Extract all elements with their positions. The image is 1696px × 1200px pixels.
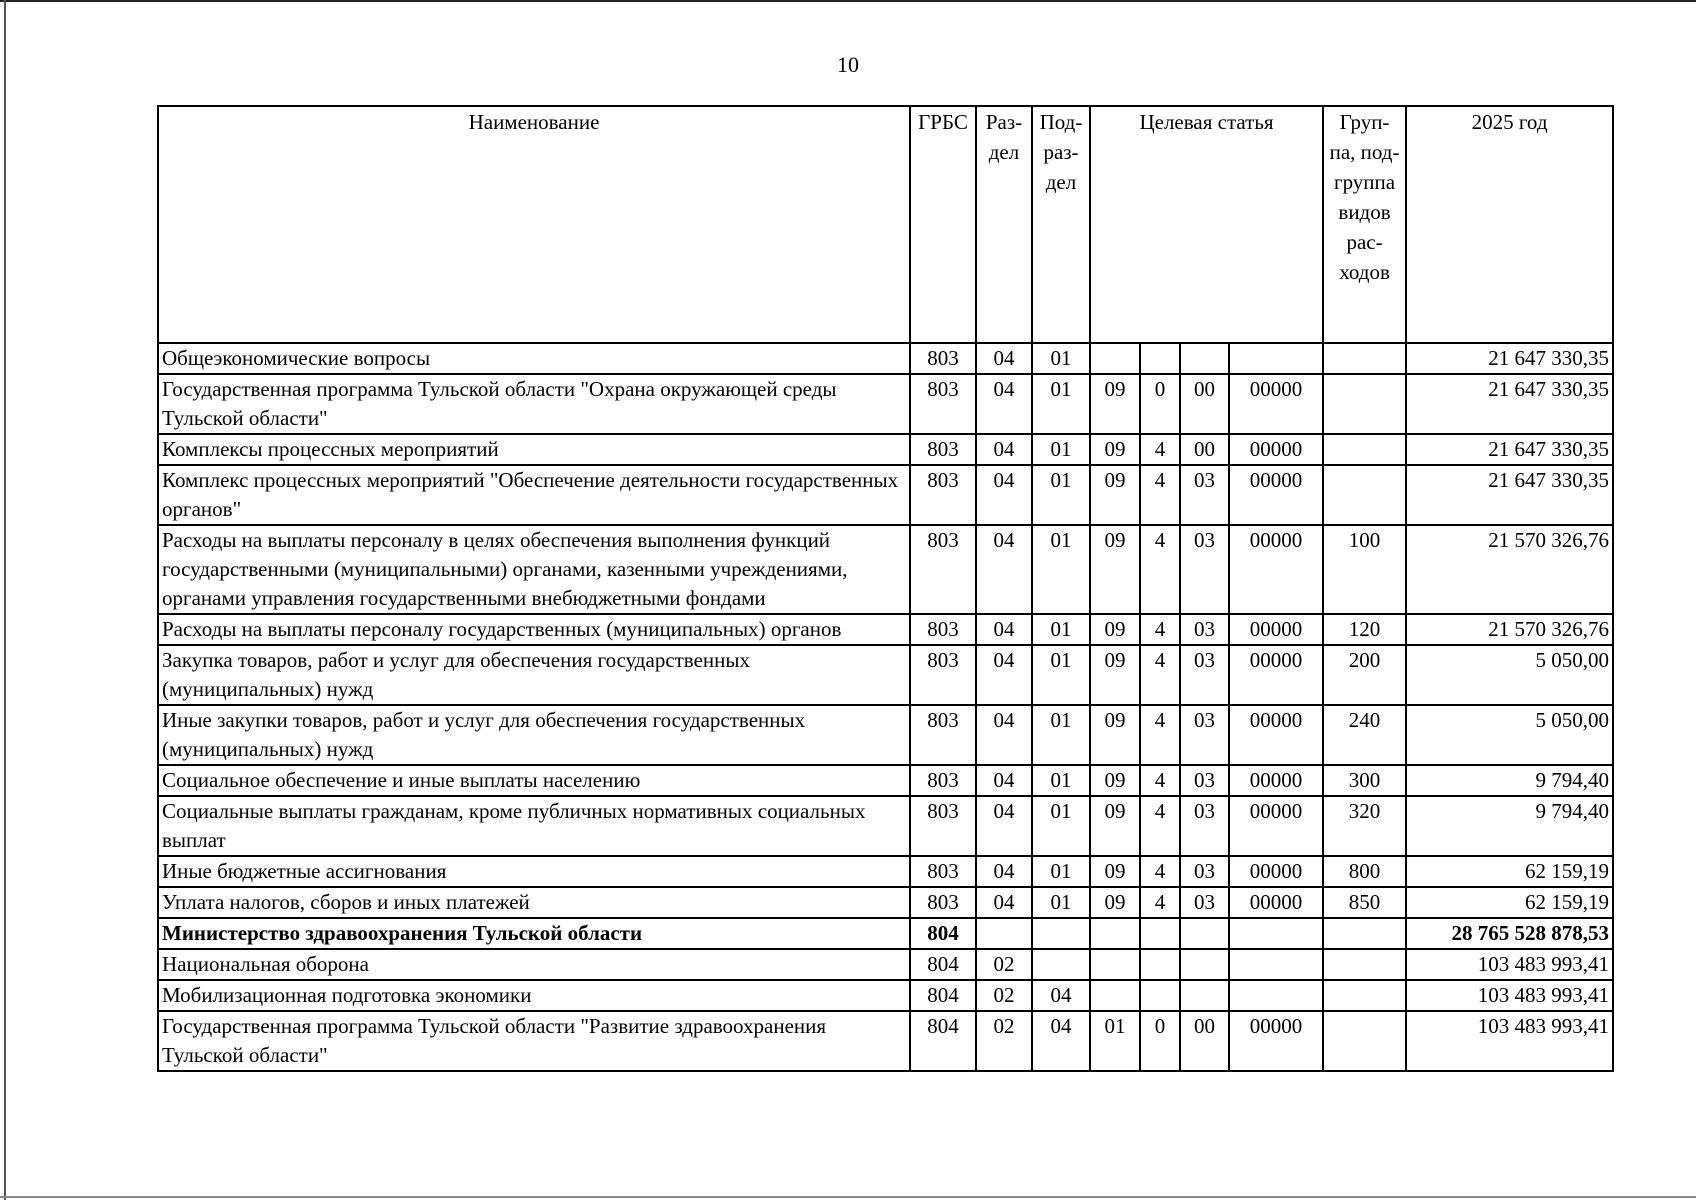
table-row [158,980,1613,1011]
cell-target-program: 09 [1090,856,1140,887]
cell-target-subprogram: 03 [1180,765,1229,796]
cell-target-program: 09 [1090,614,1140,645]
cell-name: Государственная программа Тульской области "Развитие здравоохранения Тульской области" [158,1011,910,1071]
cell-target-direction: 00000 [1229,645,1323,705]
cell-expense-group: 800 [1323,856,1406,887]
cell-expense-group: 300 [1323,765,1406,796]
cell-target-subprogram: 03 [1180,856,1229,887]
header-razdel-text: Раз- дел [985,110,1023,164]
table-body [158,343,1613,1071]
cell-razdel: 04 [976,887,1032,918]
cell-name: Закупка товаров, работ и услуг для обеспечения государственных (муниципальных) нужд [158,645,910,705]
cell-razdel: 04 [976,614,1032,645]
cell-grbs: 803 [910,765,976,796]
cell-amount-2025: 9 794,40 [1406,765,1613,796]
cell-target-direction [1229,949,1323,980]
cell-target-subprogram: 03 [1180,705,1229,765]
cell-razdel: 04 [976,765,1032,796]
cell-expense-group: 320 [1323,796,1406,856]
cell-grbs: 804 [910,1011,976,1071]
cell-amount-2025: 62 159,19 [1406,887,1613,918]
table-row [158,343,1613,374]
cell-target-direction: 00000 [1229,525,1323,614]
cell-razdel: 04 [976,645,1032,705]
cell-amount-2025: 5 050,00 [1406,705,1613,765]
cell-grbs: 804 [910,918,976,949]
cell-grbs: 803 [910,614,976,645]
cell-target-subprogram: 00 [1180,1011,1229,1071]
cell-target-subprogram [1180,949,1229,980]
cell-target-type: 4 [1140,465,1180,525]
cell-target-direction [1229,918,1323,949]
cell-target-direction: 00000 [1229,796,1323,856]
cell-target-type [1140,980,1180,1011]
cell-podrazdel: 01 [1032,796,1090,856]
cell-target-direction: 00000 [1229,434,1323,465]
cell-target-subprogram [1180,980,1229,1011]
cell-target-program: 09 [1090,765,1140,796]
cell-grbs: 803 [910,705,976,765]
cell-amount-2025: 21 647 330,35 [1406,374,1613,434]
table-row [158,614,1613,645]
table-row [158,796,1613,856]
cell-razdel [976,918,1032,949]
cell-name: Министерство здравоохранения Тульской области [158,918,910,949]
cell-target-subprogram: 03 [1180,796,1229,856]
cell-target-type: 0 [1140,1011,1180,1071]
cell-target-direction: 00000 [1229,765,1323,796]
cell-expense-group: 850 [1323,887,1406,918]
cell-target-type: 4 [1140,796,1180,856]
cell-target-program: 09 [1090,434,1140,465]
header-expense-group [1323,106,1406,343]
cell-podrazdel: 01 [1032,856,1090,887]
cell-target-program: 01 [1090,1011,1140,1071]
header-target-article: Целевая статья [1090,106,1323,343]
cell-target-direction: 00000 [1229,887,1323,918]
cell-razdel: 04 [976,465,1032,525]
cell-name: Расходы на выплаты персоналу в целях обеспечения выполнения функций государственными (муниципальными) органами, казенными учреждениями, органами управления государственными внебюджетными фондами [158,525,910,614]
table-row [158,1011,1613,1071]
cell-expense-group: 100 [1323,525,1406,614]
cell-grbs: 803 [910,343,976,374]
cell-grbs: 803 [910,465,976,525]
cell-grbs: 803 [910,525,976,614]
cell-target-direction [1229,343,1323,374]
cell-podrazdel: 01 [1032,465,1090,525]
cell-razdel: 04 [976,374,1032,434]
cell-expense-group [1323,949,1406,980]
table-row [158,856,1613,887]
cell-grbs: 803 [910,796,976,856]
cell-name: Комплекс процессных мероприятий "Обеспечение деятельности государственных органов" [158,465,910,525]
cell-target-direction: 00000 [1229,856,1323,887]
cell-target-subprogram [1180,918,1229,949]
cell-target-direction [1229,980,1323,1011]
cell-target-type: 4 [1140,614,1180,645]
cell-expense-group [1323,918,1406,949]
cell-target-type: 4 [1140,645,1180,705]
cell-podrazdel: 01 [1032,434,1090,465]
cell-name: Национальная оборона [158,949,910,980]
cell-target-subprogram: 03 [1180,645,1229,705]
cell-expense-group [1323,434,1406,465]
cell-amount-2025: 21 647 330,35 [1406,343,1613,374]
cell-podrazdel: 04 [1032,1011,1090,1071]
table-row [158,434,1613,465]
cell-amount-2025: 103 483 993,41 [1406,980,1613,1011]
cell-name: Социальное обеспечение и иные выплаты населению [158,765,910,796]
table-row [158,525,1613,614]
header-year-2025: 2025 год [1406,106,1613,343]
cell-amount-2025: 5 050,00 [1406,645,1613,705]
cell-amount-2025: 21 647 330,35 [1406,434,1613,465]
cell-podrazdel [1032,918,1090,949]
cell-amount-2025: 103 483 993,41 [1406,1011,1613,1071]
header-razdel [976,106,1032,343]
cell-name: Иные закупки товаров, работ и услуг для обеспечения государственных (муниципальных) нужд [158,705,910,765]
cell-razdel: 04 [976,705,1032,765]
cell-amount-2025: 62 159,19 [1406,856,1613,887]
cell-name: Уплата налогов, сборов и иных платежей [158,887,910,918]
cell-expense-group: 120 [1323,614,1406,645]
table-row [158,645,1613,705]
table-row [158,765,1613,796]
cell-target-type: 0 [1140,374,1180,434]
cell-expense-group [1323,374,1406,434]
cell-name: Комплексы процессных мероприятий [158,434,910,465]
cell-razdel: 02 [976,980,1032,1011]
cell-razdel: 04 [976,525,1032,614]
cell-grbs: 803 [910,645,976,705]
cell-target-direction: 00000 [1229,705,1323,765]
cell-target-type: 4 [1140,856,1180,887]
cell-amount-2025: 21 647 330,35 [1406,465,1613,525]
cell-grbs: 803 [910,856,976,887]
cell-target-program [1090,980,1140,1011]
cell-name: Иные бюджетные ассигнования [158,856,910,887]
cell-target-program: 09 [1090,796,1140,856]
cell-expense-group [1323,1011,1406,1071]
cell-target-direction: 00000 [1229,374,1323,434]
cell-name: Социальные выплаты гражданам, кроме публичных нормативных социальных выплат [158,796,910,856]
cell-target-program: 09 [1090,525,1140,614]
cell-target-type: 4 [1140,434,1180,465]
cell-amount-2025: 21 570 326,76 [1406,525,1613,614]
cell-amount-2025: 103 483 993,41 [1406,949,1613,980]
cell-podrazdel: 01 [1032,645,1090,705]
cell-razdel: 02 [976,949,1032,980]
cell-expense-group [1323,980,1406,1011]
page-border-top [0,0,1696,2]
cell-grbs: 803 [910,434,976,465]
table-row [158,949,1613,980]
cell-grbs: 803 [910,374,976,434]
cell-amount-2025: 21 570 326,76 [1406,614,1613,645]
cell-podrazdel: 01 [1032,343,1090,374]
cell-podrazdel: 04 [1032,980,1090,1011]
page-border-bottom [0,1196,1696,1198]
cell-target-type: 4 [1140,887,1180,918]
cell-razdel: 04 [976,796,1032,856]
cell-amount-2025: 9 794,40 [1406,796,1613,856]
cell-podrazdel: 01 [1032,887,1090,918]
cell-target-direction: 00000 [1229,465,1323,525]
cell-razdel: 04 [976,434,1032,465]
cell-target-type: 4 [1140,705,1180,765]
cell-target-type [1140,918,1180,949]
cell-grbs: 804 [910,980,976,1011]
cell-razdel: 04 [976,856,1032,887]
cell-target-subprogram: 03 [1180,887,1229,918]
cell-podrazdel: 01 [1032,765,1090,796]
cell-target-direction: 00000 [1229,614,1323,645]
cell-target-direction: 00000 [1229,1011,1323,1071]
cell-podrazdel [1032,949,1090,980]
cell-podrazdel: 01 [1032,614,1090,645]
header-podrazdel-text: Под- раз- дел [1039,110,1083,194]
cell-target-program [1090,949,1140,980]
cell-target-program: 09 [1090,374,1140,434]
cell-amount-2025: 28 765 528 878,53 [1406,918,1613,949]
cell-razdel: 04 [976,343,1032,374]
header-expense-group-text: Груп- па, под- группа видов рас- ходов [1329,110,1400,284]
header-grbs: ГРБС [910,106,976,343]
cell-name: Государственная программа Тульской области "Охрана окружающей среды Тульской области" [158,374,910,434]
cell-podrazdel: 01 [1032,525,1090,614]
cell-name: Общеэкономические вопросы [158,343,910,374]
cell-target-type [1140,343,1180,374]
cell-target-subprogram: 00 [1180,434,1229,465]
page-number: 10 [837,52,859,77]
cell-expense-group [1323,343,1406,374]
cell-grbs: 803 [910,887,976,918]
cell-target-subprogram [1180,343,1229,374]
cell-name: Мобилизационная подготовка экономики [158,980,910,1011]
cell-target-subprogram: 03 [1180,525,1229,614]
cell-grbs: 804 [910,949,976,980]
table-row [158,705,1613,765]
header-podrazdel [1032,106,1090,343]
cell-name: Расходы на выплаты персоналу государственных (муниципальных) органов [158,614,910,645]
cell-target-program: 09 [1090,887,1140,918]
budget-table [157,105,1614,1072]
cell-target-program [1090,918,1140,949]
cell-expense-group [1323,465,1406,525]
table-row [158,465,1613,525]
cell-expense-group: 200 [1323,645,1406,705]
cell-target-program: 09 [1090,465,1140,525]
table-row [158,887,1613,918]
cell-target-type: 4 [1140,765,1180,796]
cell-target-type: 4 [1140,525,1180,614]
page-border-left [4,0,6,1200]
cell-razdel: 02 [976,1011,1032,1071]
cell-target-program: 09 [1090,645,1140,705]
table-row [158,374,1613,434]
cell-target-program [1090,343,1140,374]
cell-expense-group: 240 [1323,705,1406,765]
header-name: Наименование [158,106,910,343]
cell-target-subprogram: 03 [1180,614,1229,645]
cell-podrazdel: 01 [1032,705,1090,765]
cell-target-subprogram: 03 [1180,465,1229,525]
cell-podrazdel: 01 [1032,374,1090,434]
cell-target-program: 09 [1090,705,1140,765]
cell-target-subprogram: 00 [1180,374,1229,434]
cell-target-type [1140,949,1180,980]
table-row [158,918,1613,949]
table-header [158,106,1613,343]
